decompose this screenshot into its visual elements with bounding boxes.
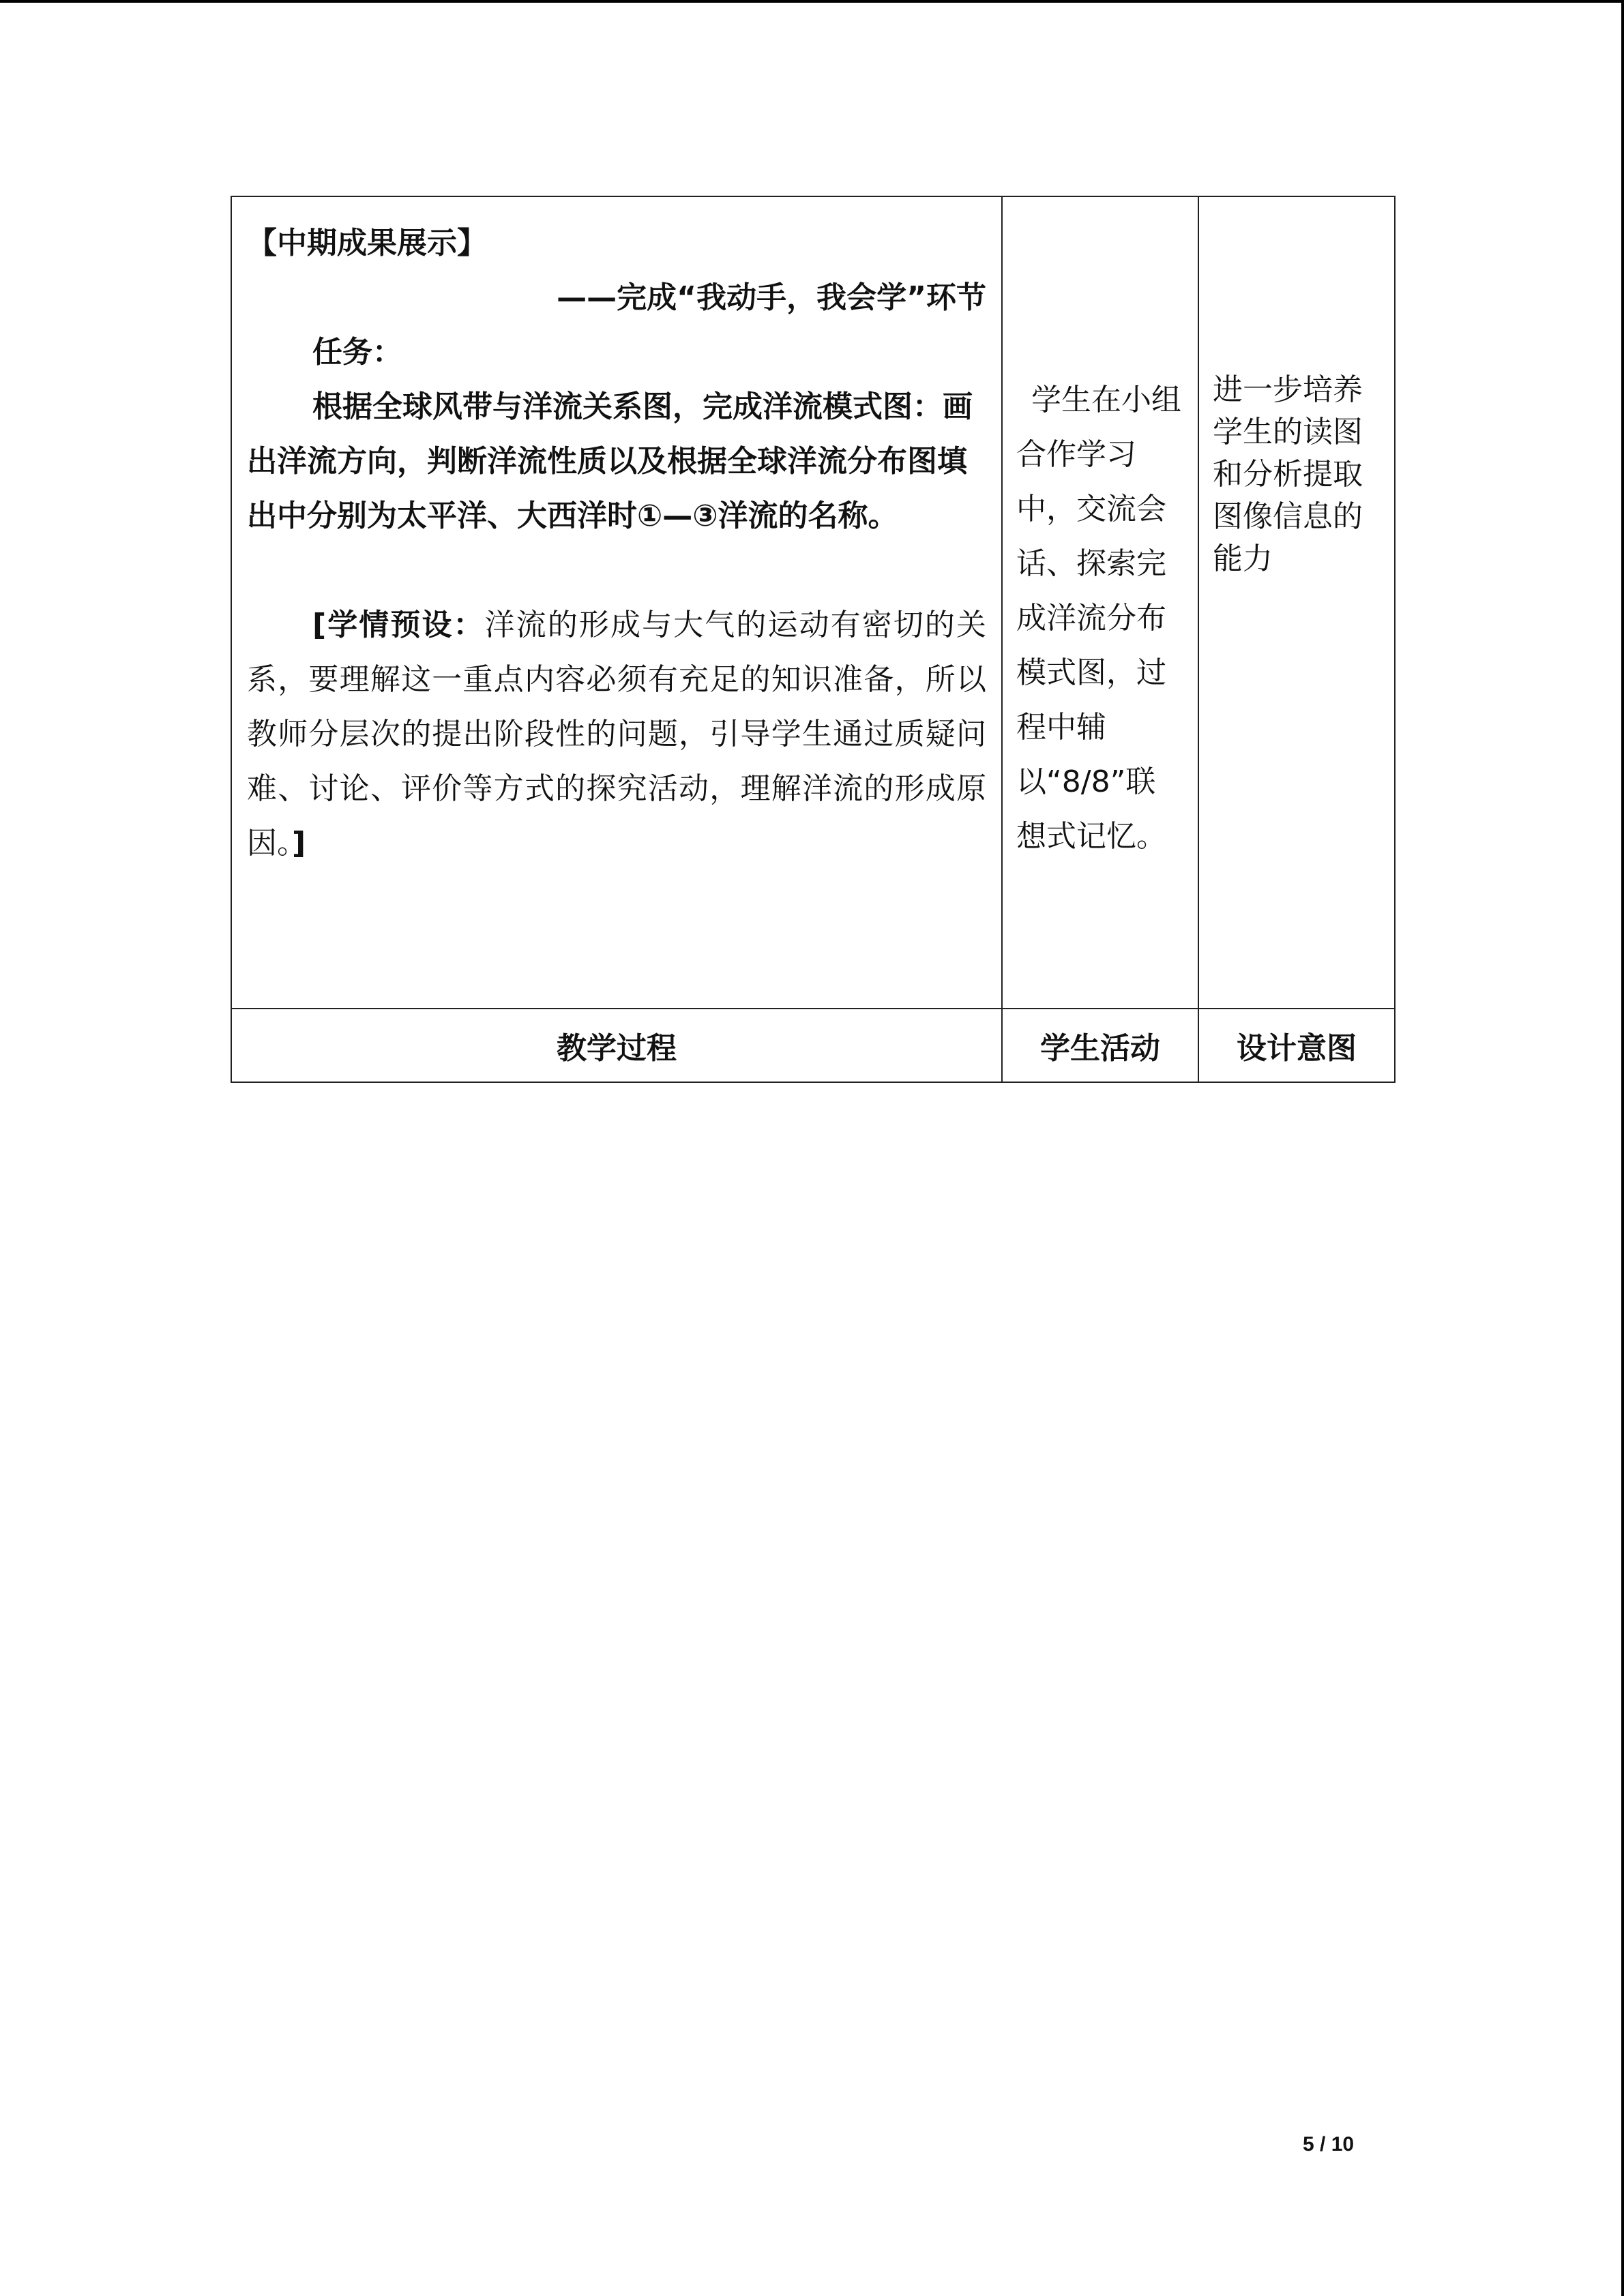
header-student-activity: 学生活动 bbox=[1002, 1009, 1198, 1082]
design-intent-text: 进一步培养学生的读图和分析提取图像信息的能力 bbox=[1213, 372, 1363, 576]
header-design-intent: 设计意图 bbox=[1198, 1009, 1395, 1082]
header-row bbox=[231, 1009, 1395, 1082]
right-border-line bbox=[1621, 0, 1624, 2296]
preset-paragraph bbox=[247, 598, 986, 871]
design-intent-cell bbox=[1198, 196, 1395, 1009]
section-subtitle: ——完成“我动手，我会学”环节 bbox=[557, 280, 986, 315]
lesson-plan-table bbox=[231, 196, 1396, 1083]
student-activity-text: 学生在小组合作学习中，交流会话、探索完成洋流分布模式图，过程中辅以“8/8”联想式记忆。 bbox=[1016, 383, 1181, 854]
student-activity-cell bbox=[1002, 196, 1198, 1009]
section-heading: 【中期成果展示】 bbox=[247, 226, 487, 260]
content-row bbox=[231, 196, 1395, 1009]
paragraph-gap bbox=[247, 543, 986, 598]
teaching-process-cell bbox=[231, 196, 1002, 1009]
top-border-line bbox=[0, 0, 1624, 3]
task-label: 任务： bbox=[312, 335, 402, 370]
preset-label: [学情预设： bbox=[312, 608, 485, 642]
preset-text: 洋流的形成与大气的运动有密切的关系，要理解这一重点内容必须有充足的知识准备，所以教师分层次的提出阶段性的问题，引导学生通过质疑问难、讨论、评价等方式的探究活动，理解洋流的形成原因。 bbox=[247, 608, 987, 861]
task-text: 根据全球风带与洋流关系图，完成洋流模式图：画出洋流方向，判断洋流性质以及根据全球洋流分布图填出中分别为太平洋、大西洋时①—③洋流的名称。 bbox=[247, 389, 973, 533]
page-number: 5 / 10 bbox=[1303, 2133, 1355, 2156]
preset-close: ] bbox=[292, 826, 306, 861]
header-teaching-process: 教学过程 bbox=[231, 1009, 1002, 1082]
